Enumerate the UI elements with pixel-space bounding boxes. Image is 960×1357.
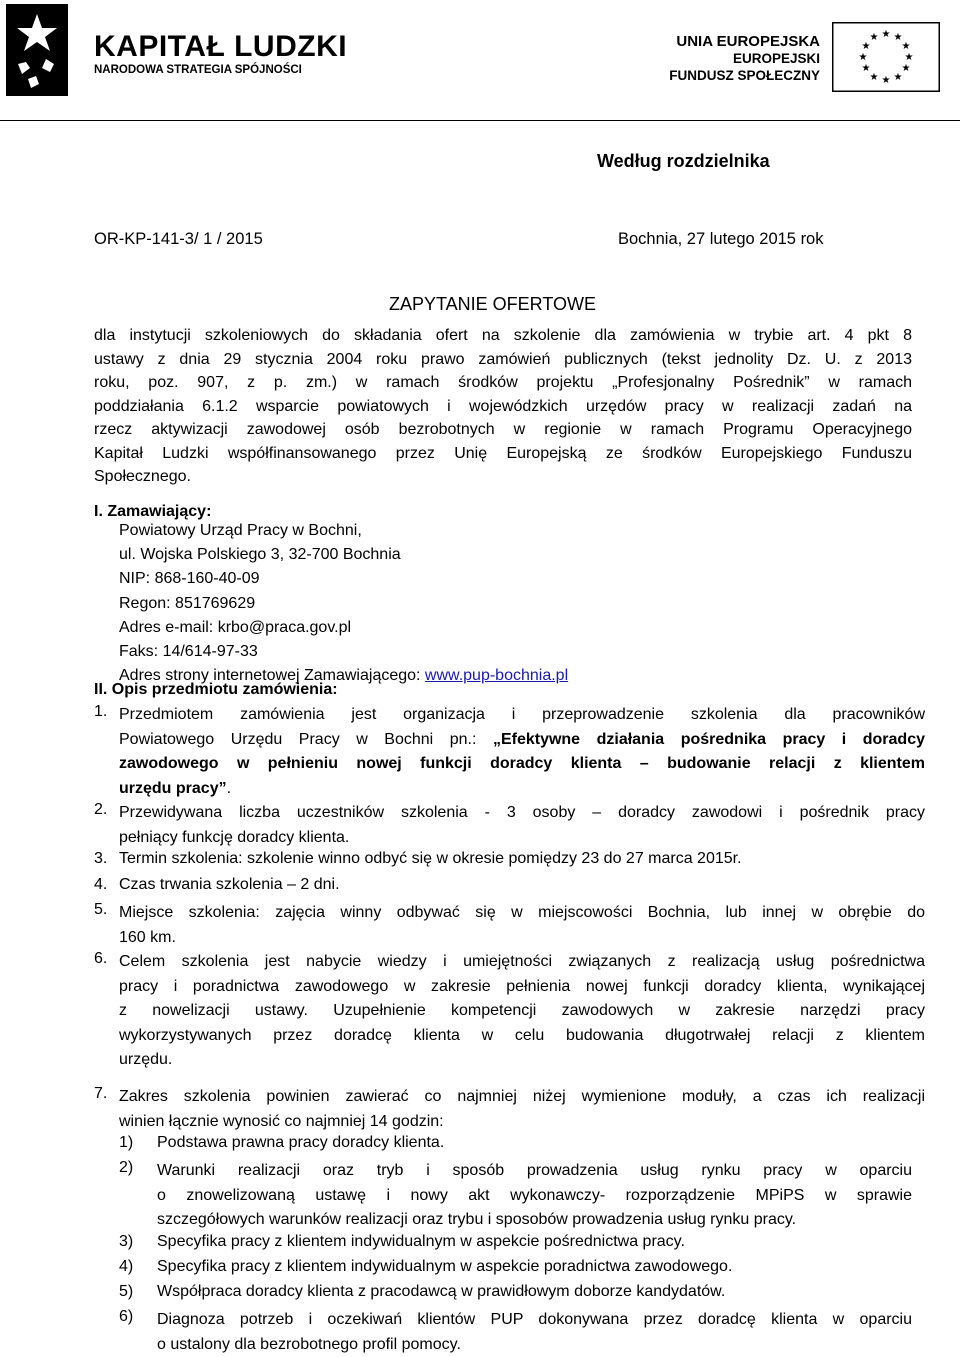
module-number: 2) — [119, 1159, 133, 1177]
item-number: 7. — [94, 1085, 107, 1103]
item-number: 3. — [94, 850, 107, 868]
module-number: 3) — [119, 1233, 133, 1251]
module-number: 5) — [119, 1283, 133, 1301]
intro-line: Społecznego. — [94, 465, 912, 489]
contact-line: Adres e-mail: krbo@praca.gov.pl — [119, 616, 568, 640]
intro-line: ustawy z dnia 29 stycznia 2004 roku prawo zamówień publicznych (tekst jednolity Dz. U. z 2013 — [94, 348, 912, 372]
module-text — [157, 1308, 912, 1357]
module-line: Warunki realizacji oraz tryb i sposób prowadzenia usług rynku pracy w oparciu — [157, 1159, 912, 1184]
item-5-line: 160 km. — [119, 926, 925, 951]
kapital-ludzki-title: KAPITAŁ LUDZKI — [94, 32, 347, 62]
header-divider — [0, 120, 960, 121]
svg-text:★: ★ — [870, 32, 879, 43]
intro-paragraph — [94, 324, 912, 489]
intro-line: rzecz aktywizacji zawodowej osób bezrobotnych w regionie w ramach Programu Operacyjnego — [94, 418, 912, 442]
svg-text:★: ★ — [862, 41, 871, 52]
item-2-line: Przewidywana liczba uczestników szkolenia - 3 osoby – doradcy zawodowi i pośrednik pracy — [119, 801, 925, 826]
item-7-line: winien łącznie wynosić co najmniej 14 godzin: — [119, 1110, 925, 1135]
item-7-text — [119, 1085, 925, 1134]
contact-line: Faks: 14/614-97-33 — [119, 640, 568, 664]
intro-line: poddziałania 6.1.2 wsparcie powiatowych i wojewódzkich urzędów pracy w realizacji zadań na — [94, 395, 912, 419]
contact-line: NIP: 868-160-40-09 — [119, 567, 568, 591]
item-1-line — [119, 728, 925, 753]
item-1-line — [119, 777, 925, 802]
reference-number: OR-KP-141-3/ 1 / 2015 — [94, 230, 263, 249]
eu-label — [660, 33, 820, 84]
eu-line-2: EUROPEJSKI — [660, 50, 820, 67]
item-number: 1. — [94, 703, 107, 721]
item-5-text — [119, 901, 925, 950]
module-text: Współpraca doradcy klienta z pracodawcą w prawidłowym doborze kandydatów. — [157, 1283, 725, 1301]
item-2-text — [119, 801, 925, 850]
module-number: 1) — [119, 1134, 133, 1152]
module-text — [157, 1159, 912, 1233]
item-1-normal: Powiatowego Urzędu Pracy w Bochni pn.: — [119, 731, 493, 748]
module-line: o znowelizowaną ustawę i nowy akt wykonawczy- rozporządzenie MPiPS w sprawie — [157, 1184, 912, 1209]
place-date: Bochnia, 27 lutego 2015 rok — [618, 230, 824, 249]
section-1-contact — [119, 519, 568, 688]
item-6-line: pracy i poradnictwa zawodowego w zakresie pełnienia nowej funkcji doradcy klienta, wynikającej — [119, 975, 925, 1000]
item-6-text — [119, 950, 925, 1073]
contact-line: Powiatowy Urząd Pracy w Bochni, — [119, 519, 568, 543]
item-number: 6. — [94, 950, 107, 968]
section-2-heading: II. Opis przedmiotu zamówienia: — [94, 681, 338, 699]
svg-text:★: ★ — [859, 52, 868, 63]
item-7-line: Zakres szkolenia powinien zawierać co najmniej niżej wymienione moduły, a czas ich realizacji — [119, 1085, 925, 1110]
eu-line-3: FUNDUSZ SPOŁECZNY — [660, 67, 820, 84]
intro-line: Kapitał Ludzki współfinansowanego przez Unię Europejską ze środków Europejskiego Funduszu — [94, 442, 912, 466]
eu-line-1: UNIA EUROPEJSKA — [660, 33, 820, 50]
document-title: ZAPYTANIE OFERTOWE — [389, 294, 596, 315]
svg-text:★: ★ — [894, 72, 903, 83]
intro-line: dla instytucji szkoleniowych do składania ofert na szkolenie dla zamówienia w trybie art. 4 pkt 8 — [94, 324, 912, 348]
item-number: 4. — [94, 876, 107, 894]
item-2-line: pełniący funkcję doradcy klienta. — [119, 826, 925, 851]
item-number: 2. — [94, 801, 107, 819]
svg-text:★: ★ — [905, 52, 914, 63]
item-1-text — [119, 703, 925, 801]
recipient-line: Według rozdzielnika — [597, 151, 770, 172]
item-1-line: zawodowego w pełnieniu nowej funkcji doradcy klienta – budowanie relacji z klientem — [119, 752, 925, 777]
item-6-line: z nowelizacji ustawy. Uzupełnienie kompetencji zawodowych w zakresie narzędzi pracy — [119, 999, 925, 1024]
svg-text:★: ★ — [902, 41, 911, 52]
module-number: 6) — [119, 1308, 133, 1326]
module-line: szczegółowych warunków realizacji oraz trybu i sposobów prowadzenia usług rynku pracy. — [157, 1208, 912, 1233]
module-text: Specyfika pracy z klientem indywidualnym w aspekcie pośrednictwa pracy. — [157, 1233, 685, 1251]
contact-line: Regon: 851769629 — [119, 592, 568, 616]
module-text: Specyfika pracy z klientem indywidualnym w aspekcie poradnictwa zawodowego. — [157, 1258, 732, 1276]
item-number: 5. — [94, 901, 107, 919]
module-line: o ustalony dla bezrobotnego profil pomocy. — [157, 1333, 912, 1357]
training-title: „Efektywne działania pośrednika pracy i doradcy — [493, 731, 925, 748]
website-label: Adres strony internetowej Zamawiającego: — [119, 667, 425, 684]
kapital-ludzki-logo-icon — [6, 4, 68, 96]
contact-line: ul. Wojska Polskiego 3, 32-700 Bochnia — [119, 543, 568, 567]
svg-text:★: ★ — [894, 32, 903, 43]
item-4-text: Czas trwania szkolenia – 2 dni. — [119, 876, 340, 894]
item-1-line: Przedmiotem zamówienia jest organizacja i przeprowadzenie szkolenia dla pracowników — [119, 703, 925, 728]
intro-line: roku, poz. 907, z p. zm.) w ramach środków projektu „Profesjonalny Pośrednik” w ramach — [94, 371, 912, 395]
website-link[interactable]: www.pup-bochnia.pl — [425, 667, 568, 684]
eu-flag-icon — [832, 22, 940, 92]
item-6-line: wykorzystywanych przez doradcę klienta w celu budowania długotrwałej relacji z klientem — [119, 1024, 925, 1049]
svg-text:★: ★ — [862, 63, 871, 74]
module-text: Podstawa prawna pracy doradcy klienta. — [157, 1134, 444, 1152]
item-3-text: Termin szkolenia: szkolenie winno odbyć się w okresie pomiędzy 23 do 27 marca 2015r. — [119, 850, 742, 868]
section-1-heading: I. Zamawiający: — [94, 503, 211, 521]
module-line: Diagnoza potrzeb i oczekiwań klientów PUP dokonywana przez doradcę klienta w oparciu — [157, 1308, 912, 1333]
item-5-line: Miejsce szkolenia: zajęcia winny odbywać się w miejscowości Bochnia, lub innej w obrębie do — [119, 901, 925, 926]
item-6-line: urzędu. — [119, 1048, 925, 1073]
item-6-line: Celem szkolenia jest nabycie wiedzy i umiejętności związanych z realizacją usług pośrednictwa — [119, 950, 925, 975]
svg-text:★: ★ — [882, 29, 891, 40]
svg-text:★: ★ — [870, 72, 879, 83]
training-title-end: urzędu pracy” — [119, 780, 227, 797]
module-number: 4) — [119, 1258, 133, 1276]
svg-text:★: ★ — [902, 63, 911, 74]
period: . — [227, 780, 231, 797]
svg-text:★: ★ — [882, 75, 891, 86]
kapital-ludzki-subtitle: NARODOWA STRATEGIA SPÓJNOŚCI — [94, 64, 302, 76]
